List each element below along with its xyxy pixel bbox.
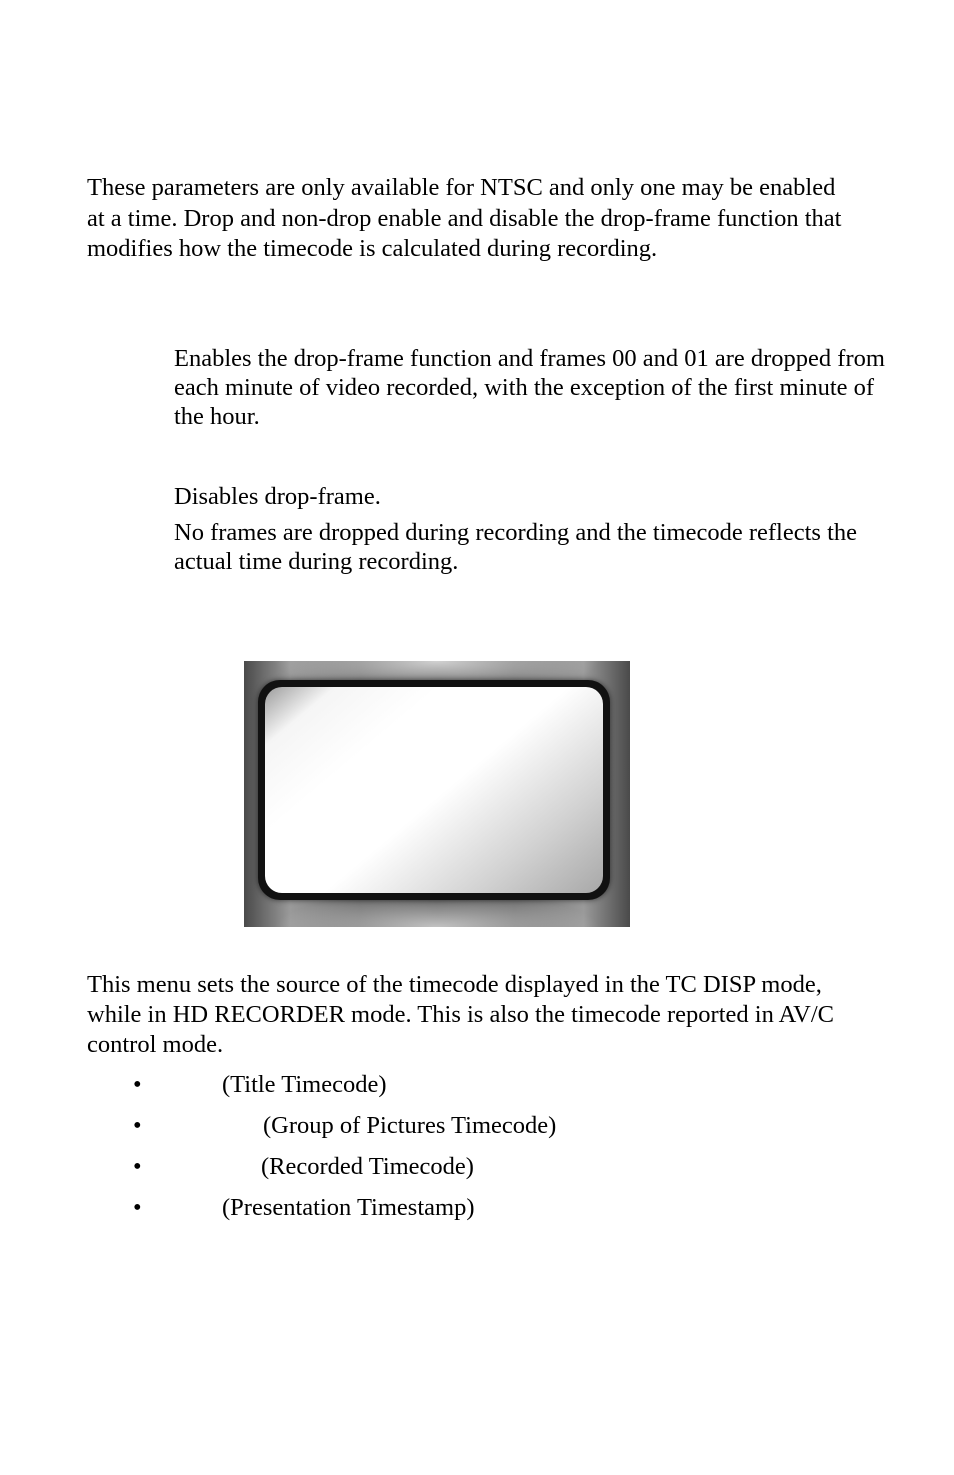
lcd-display-icon [244,661,630,927]
bullet-icon: • [133,1194,142,1221]
bullet-icon: • [133,1153,142,1180]
bullet-icon: • [133,1071,142,1098]
list-item [0,1070,954,1100]
lcd-screen [265,687,603,893]
lcd-bezel [258,680,610,900]
nondrop-description: Disables drop-frame. [174,483,381,510]
list-item [0,1193,954,1223]
option-gop-timecode: (Group of Pictures Timecode) [263,1112,557,1139]
option-recorded-timecode: (Recorded Timecode) [261,1153,474,1180]
drop-description: Enables the drop-frame function and frames 00 and 01 are dropped from each minute of video recorded, with the exception of the first minute of the hour. [174,345,885,430]
list-item [0,1152,954,1182]
nondrop-detail: No frames are dropped during recording and the timecode reflects the actual time during recording. [174,519,857,575]
list-item [0,1111,954,1141]
option-presentation-timestamp: (Presentation Timestamp) [222,1194,475,1221]
tc-disp-description: This menu sets the source of the timecode displayed in the TC DISP mode, while in HD RECORDER mode. This is also the timecode reported in AV/C control mode. [87,971,834,1058]
option-title-timecode: (Title Timecode) [222,1071,387,1098]
intro-paragraph: These parameters are only available for NTSC and only one may be enabled at a time. Drop and non-drop enable and disable the drop-frame function that modifies how the timecode is calculated during recording. [87,174,842,262]
bullet-icon: • [133,1112,142,1139]
